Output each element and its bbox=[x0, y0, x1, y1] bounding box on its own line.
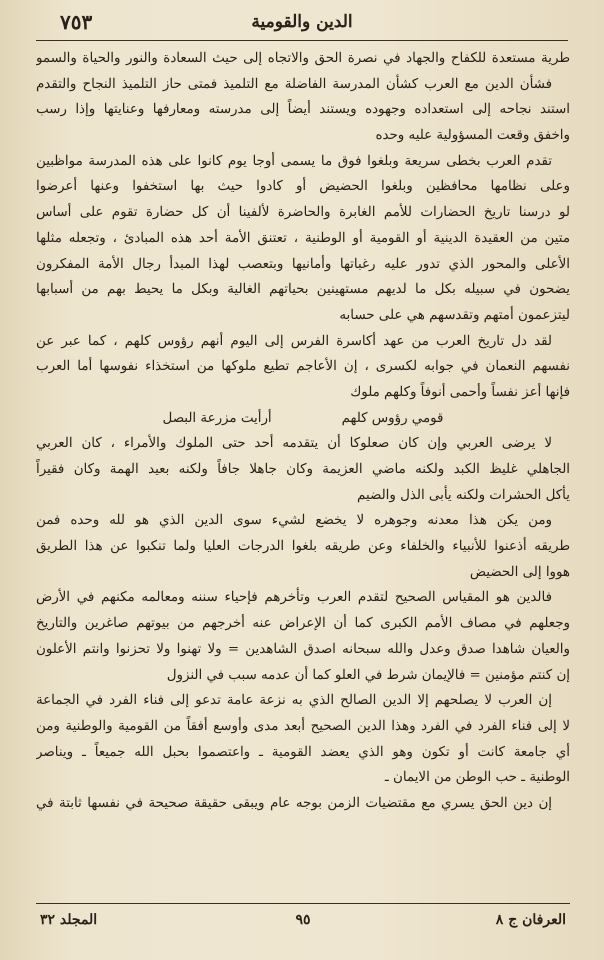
text-line: الأعلى والمحور الذي تدور عليه رغباتها وأمانيها وبتعصب لهذا المبدأ رجال الأمة المفكرون bbox=[36, 256, 570, 272]
article-body bbox=[36, 46, 570, 817]
text-line: الجاهلي غليظ الكبد ولكنه ماضي العزيمة وكان جاهلا جافاً ولكنه بعيد الهمة وكان فقيراً bbox=[36, 462, 570, 477]
poem-first-hemistich: قومي رؤوس كلهم bbox=[341, 410, 444, 426]
text-line: الوطنية ـ حب الوطن من الايمان ـ bbox=[384, 770, 570, 786]
text-line: وعلى نظامها محافظين وبلغوا الحضيض أو كادوا حيث بها استخفوا وعنها أعرضوا bbox=[36, 179, 570, 195]
text-line: ليتزعمون أمتهم وتقدسهم هي على حسابه bbox=[339, 307, 570, 323]
text-line: لا يرضى العربي وإن كان صعلوكا أن يتقدمه أحد حتى الملوك والأمراء ، كان العربي bbox=[36, 436, 552, 452]
text-line: واخفق وقعت المسؤولية عليه وحده bbox=[375, 128, 570, 144]
text-line: نفسهم النعمان في جوابه لكسرى ، إن الأعاجم تطيع ملوكها من استخذاء نفوسها أما العرب bbox=[36, 359, 570, 375]
page-footer bbox=[36, 906, 570, 936]
text-line: إن العرب لا يصلحهم إلا الدين الصالح الذي به نزعة عامة تدعو إلى فناء الفرد في الجماعة bbox=[36, 693, 552, 709]
poem-second-hemistich: أرأيت مزرعة البصل bbox=[162, 410, 272, 426]
text-line: لو درسنا تاريخ الحضارات للأمم الغابرة والحاضرة لألفينا أن كل حضارة تقوم على أساس bbox=[36, 205, 570, 221]
text-line: إن كنتم مؤمنين = فالإيمان شرط في العلو كما أن عدمه سبب في النزول bbox=[166, 667, 570, 683]
text-line: استند نجاحه إلى استعداده وجهوده ويستند أيضاً إلى مدرسته ومعارفها وعنايتها وإذا رسب bbox=[36, 102, 570, 118]
text-line: لقد دل تاريخ العرب من عهد أكاسرة الفرس إلى اليوم أنهم رؤوس كلهم ، كما عبر عن bbox=[36, 333, 552, 349]
text-line: ومن يكن هذا معدنه وجوهره لا يخضع لشيء سوى الدين الذي هو لله وحده فمن bbox=[36, 513, 552, 529]
text-line: طريقه أذعنوا للأنبياء والخلفاء وعن طريقه بلغوا الدرجات العليا ولما تنكبوا عن هذا الطريق bbox=[36, 539, 570, 555]
text-line: فإنها أعز نفساً وأحمى أنوفاً وكلهم ملوك bbox=[350, 384, 570, 400]
footer-volume: المجلد ٣٢ bbox=[40, 912, 98, 928]
footer-journal: العرفان ج ٨ bbox=[495, 912, 566, 928]
page-header bbox=[0, 6, 604, 42]
footer-page: ٩٥ bbox=[295, 912, 311, 928]
text-line: لا إلى فناء الفرد في الفرد وهذا الدين الصحيح أبعد مدى وأوسع أفقاً من القومية والوطنية ومن bbox=[36, 718, 570, 734]
text-line: تقدم العرب بخطى سريعة وبلغوا فوق ما يسمى أوجا يوم كانوا على هذه المدرسة مواظبين bbox=[36, 153, 552, 169]
text-line: هووا إلى الحضيض bbox=[469, 564, 570, 580]
poem-verse bbox=[36, 406, 570, 432]
text-line: فشأن الدين مع العرب كشأن المدرسة الفاضلة مع التلميذ فمتى حاز التلميذ النجاح والتقدم bbox=[36, 76, 552, 92]
text-line: والعيان شاهدا صدق وعدل والله سبحانه اصدق الشاهدين = ولا تهنوا ولا تحزنوا وانتم الأعلون bbox=[36, 641, 570, 657]
text-line: وجعلهم في مصاف الأمم الكبرى كما أن الإعراض عنه أخرجهم من بيوتهم صاغرين والتاريخ bbox=[36, 616, 570, 632]
footer-rule bbox=[36, 903, 570, 904]
running-title: الدين والقومية bbox=[251, 12, 353, 32]
text-line: طرية مستعدة للكفاح والجهاد في نصرة الحق والاتجاه إلى حيث السعادة والنور والحياة والسمو bbox=[36, 51, 570, 66]
text-line: أي جامعة كانت أو تكون وهو الذي يعضد القومية ـ واعتصموا بحبل الله جميعاً ـ ويناصر bbox=[36, 744, 570, 760]
page-number: ٧٥٣ bbox=[60, 10, 93, 34]
text-line: إن دين الحق يسري مع مقتضيات الزمن بوجه عام ويبقى حقيقة صحيحة في نفسها ثابتة في bbox=[36, 795, 552, 811]
header-rule bbox=[36, 40, 568, 41]
text-line: يضحون في سبيله بكل ما لديهم مستهينين بحياتهم الغالية وبكل ما يحيط بهم من أسبابها bbox=[36, 282, 570, 298]
text-line: يأكل الحشرات ولكنه يأبى الذل والضيم bbox=[357, 487, 570, 503]
text-line: متين من العقيدة الدينية أو القومية أو الوطنية ، تعتنق الأمة أحد هذه المبادئ ، وتجعله مثلها bbox=[36, 230, 570, 246]
text-line: فالدين هو المقياس الصحيح لتقدم العرب وتأخرهم فإحياء سننه ومعالمه مكنهم في الأرض bbox=[36, 590, 552, 606]
